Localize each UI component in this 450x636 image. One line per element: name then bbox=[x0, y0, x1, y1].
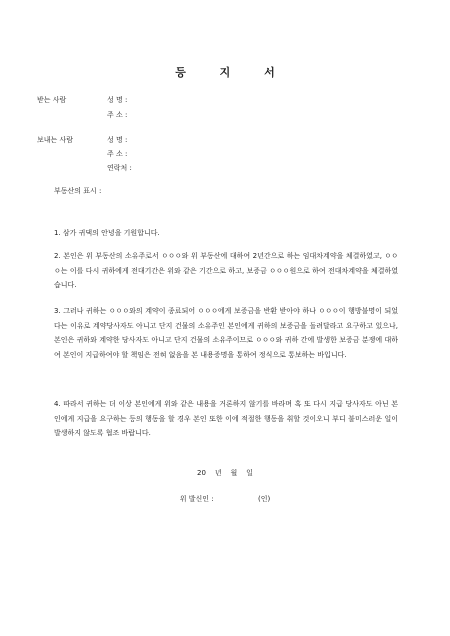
paragraph-4: 4. 따라서 귀하는 더 이상 본인에게 위와 같은 내용을 거론하지 않기를 바라며 혹 또 다시 지급 당사자도 아닌 본인에게 지급을 요구하는 등의 행동을 할 경우 본인 또한 이에 적절한 행동을 취할 것이오니 부디 불미스러운 일이 발생하지 않도록 협조 바랍니다. bbox=[54, 400, 398, 438]
paragraph-3: 3. 그러나 귀하는 ㅇㅇㅇ와의 계약이 종료되어 ㅇㅇㅇ에게 보증금을 반환 받아야 하나 ㅇㅇㅇ이 행방불명이 되었다는 이유로 계약당사자도 아니고 단지 건물의 소유주인 본인에게 귀하의 보증금을 돌려달라고 요구하고 있으나, 본인은 귀하와 계약한 당사자도 아니고 단지 건물의 소유주이므로 ㅇㅇㅇ와 귀하 간에 발생한 보증금 분쟁에 대하여 본인이 지급하여야 할 책임은 전혀 없음을 본 내용증명을 통하여 정식으로 통보하는 바입니다. bbox=[54, 307, 398, 360]
document-title: 등 지 서 bbox=[175, 66, 290, 79]
recipient-address-label: 주 소 : bbox=[107, 111, 128, 119]
recipient-label: 받는 사람 bbox=[37, 96, 67, 104]
recipient-name-label: 성 명 : bbox=[107, 96, 128, 104]
sender-label: 보내는 사람 bbox=[37, 136, 74, 144]
paragraph-2: 2. 본인은 위 부동산의 소유주로서 ㅇㅇㅇ와 위 부동산에 대하여 2년간으로 하는 임대차계약을 체결하였고, ㅇㅇㅇ는 이를 다시 귀하에게 전대기간은 위와 같은 기간으로 하고, 보증금 ㅇㅇㅇ원으로 하여 전대차계약을 체결하였습니다. bbox=[54, 252, 398, 290]
sender-address-label: 주 소 : bbox=[107, 150, 128, 158]
signature-line: 위 발신인 : (인) bbox=[179, 495, 271, 503]
date-line: 20 년 월 일 bbox=[197, 469, 253, 477]
property-label: 부동산의 표시 : bbox=[54, 187, 102, 195]
sender-name-label: 성 명 : bbox=[107, 136, 128, 144]
paragraph-1: 1. 삼가 귀댁의 안녕을 기원합니다. bbox=[54, 229, 160, 237]
sender-contact-label: 연락처 : bbox=[107, 164, 132, 172]
